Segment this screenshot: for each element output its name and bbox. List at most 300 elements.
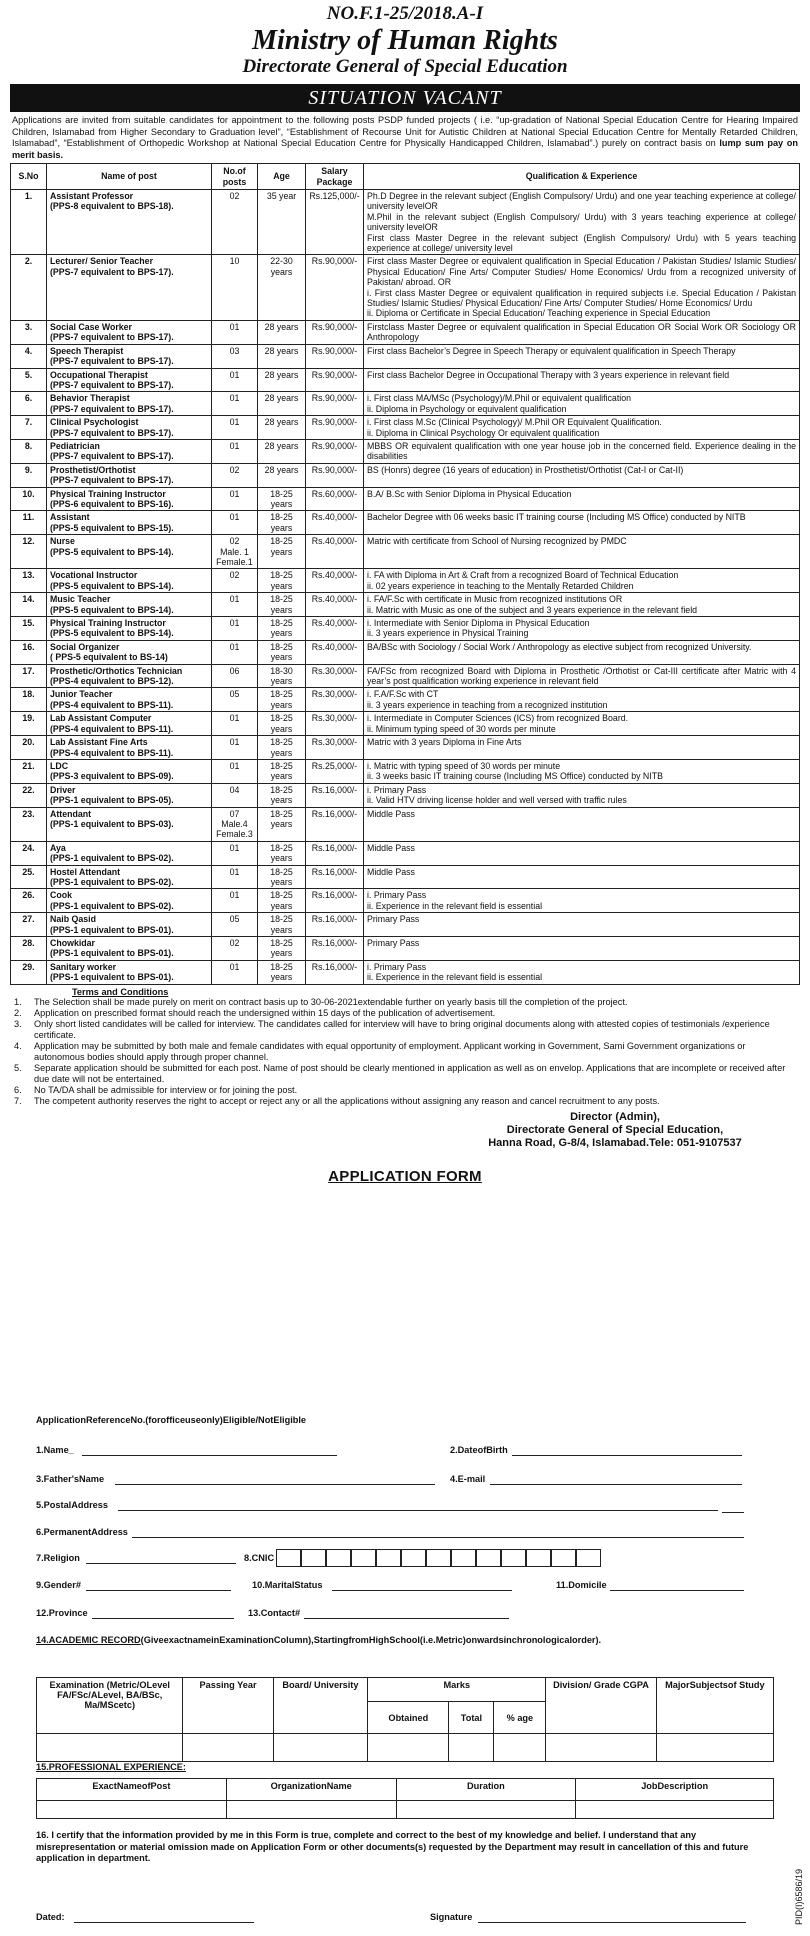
term-item [14, 1008, 796, 1019]
exp-header-org: OrganizationName [226, 1779, 396, 1801]
qualification: i. First class M.Sc (Clinical Psychology)/ M.Phil OR Equivalent Qualification. ii. Diploma in Clinical Psychology Or equivalent qualification [364, 416, 800, 440]
table-row [11, 569, 800, 593]
table-row [11, 511, 800, 535]
header-salary: Salary Package [306, 164, 364, 190]
post-name [47, 807, 212, 841]
post-title: Physical Training Instructor [50, 618, 166, 629]
cnic-digit-box[interactable] [326, 1549, 351, 1567]
row-number: 23. [11, 807, 47, 841]
dob-label: 2.DateofBirth [450, 1445, 508, 1455]
table-row [11, 807, 800, 841]
salary-package: Rs.90,000/- [306, 368, 364, 392]
post-count: 01 [212, 759, 258, 783]
father-name-field[interactable] [115, 1484, 435, 1485]
table-row [11, 190, 800, 255]
exp-header-duration: Duration [396, 1779, 576, 1801]
row-number: 17. [11, 664, 47, 688]
post-name [47, 664, 212, 688]
post-count: 04 [212, 783, 258, 807]
academic-entry-cell[interactable] [37, 1734, 183, 1762]
post-title: Music Teacher [50, 594, 111, 605]
postal-address-field[interactable] [118, 1510, 718, 1511]
row-number: 7. [11, 416, 47, 440]
cnic-digit-box[interactable] [276, 1549, 301, 1567]
qualification: i. FA with Diploma in Art & Craft from a recognized Board of Technical Education ii. 02 years experience in teaching to the Mentally Retarded Children [364, 569, 800, 593]
father-name-label: 3.Father'sName [36, 1474, 105, 1484]
post-name [47, 487, 212, 511]
qualification: MBBS OR equivalent qualification with one year house job in the concerned field. Experience dealing in the disabilities [364, 439, 800, 463]
marital-status-label: 10.MaritalStatus [252, 1580, 323, 1590]
post-grade: (PPS-5 equivalent to BPS-14). [50, 580, 174, 591]
table-row [11, 368, 800, 392]
salary-package: Rs.125,000/- [306, 190, 364, 255]
term-item [14, 1019, 796, 1041]
post-count: 05 [212, 688, 258, 712]
salary-package: Rs.30,000/- [306, 712, 364, 736]
qualification: i. Primary Pass ii. Experience in the relevant field is essential [364, 960, 800, 984]
publication-code: PID(I)6586/19 [794, 1868, 804, 1925]
post-title: Lab Assistant Computer [50, 713, 152, 724]
qualification: i. Primary Pass ii. Valid HTV driving license holder and well versed with traffic rules [364, 783, 800, 807]
post-count: 01 [212, 960, 258, 984]
religion-field[interactable] [86, 1563, 236, 1564]
academic-entry-cell[interactable] [546, 1734, 656, 1762]
post-grade: (PPS-7 equivalent to BPS-17). [50, 427, 174, 438]
post-name [47, 511, 212, 535]
post-count: 01 [212, 320, 258, 344]
post-count: 02 [212, 463, 258, 487]
gender-field[interactable] [86, 1590, 231, 1591]
professional-experience-table [36, 1778, 774, 1819]
table-row [11, 664, 800, 688]
post-name [47, 640, 212, 664]
post-grade: (PPS-7 equivalent to BPS-17). [50, 475, 174, 486]
post-count: 01 [212, 865, 258, 889]
qualification: i. FA/F.Sc with certificate in Music from recognized institutions OR ii. Matric with Music as one of the subject and 3 years experience in the relevant field [364, 593, 800, 617]
age-limit: 18-25 years [258, 688, 306, 712]
post-grade: (PPS-4 equivalent to BPS-11). [50, 699, 174, 710]
table-row [11, 535, 800, 569]
post-grade: (PPS-7 equivalent to BPS-17). [50, 356, 174, 367]
salary-package: Rs.16,000/- [306, 841, 364, 865]
salary-package: Rs.90,000/- [306, 416, 364, 440]
qualification: Primary Pass [364, 913, 800, 937]
post-name [47, 593, 212, 617]
term-item [14, 1041, 796, 1063]
post-grade: (PPS-1 equivalent to BPS-01). [50, 972, 174, 983]
age-limit: 28 years [258, 344, 306, 368]
post-title: Prosthetic/Orthotics Technician [50, 665, 183, 676]
marks-header: Marks [368, 1678, 546, 1702]
permanent-address-label: 6.PermanentAddress [36, 1527, 128, 1537]
table-row [11, 841, 800, 865]
post-grade: (PPS-1 equivalent to BPS-02). [50, 900, 174, 911]
post-title: Naib Qasid [50, 914, 96, 925]
post-name [47, 255, 212, 320]
post-title: Occupational Therapist [50, 369, 148, 380]
cnic-digit-box[interactable] [476, 1549, 501, 1567]
certification-text: 16. I certify that the information provided by me in this Form is true, complete and correct to the best of my knowledge and belief. I understand that any misrepresentation or material omission made on Application Form or other documents(s) requested by the Department may result in cancellation of this and future application in department. [36, 1830, 749, 1863]
post-name [47, 463, 212, 487]
age-limit: 28 years [258, 392, 306, 416]
table-row [11, 865, 800, 889]
email-field[interactable] [490, 1484, 742, 1485]
salary-package: Rs.40,000/- [306, 511, 364, 535]
term-number: 3. [14, 1018, 22, 1029]
table-row [11, 463, 800, 487]
post-title: Speech Therapist [50, 345, 124, 356]
experience-entry-cell[interactable] [576, 1801, 774, 1819]
marital-status-field[interactable] [332, 1590, 512, 1591]
qualification: Middle Pass [364, 865, 800, 889]
post-name [47, 439, 212, 463]
post-name [47, 960, 212, 984]
term-item [14, 997, 796, 1008]
table-row [11, 439, 800, 463]
salary-package: Rs.16,000/- [306, 889, 364, 913]
salary-package: Rs.40,000/- [306, 617, 364, 641]
table-row [11, 255, 800, 320]
age-limit: 18-25 years [258, 889, 306, 913]
cnic-digit-box[interactable] [501, 1549, 526, 1567]
term-number: 2. [14, 1007, 22, 1018]
age-limit: 18-25 years [258, 960, 306, 984]
experience-entry-cell[interactable] [37, 1801, 227, 1819]
post-name [47, 913, 212, 937]
name-label: 1.Name_ [36, 1445, 74, 1455]
age-limit: 18-25 years [258, 759, 306, 783]
term-text: The Selection shall be made purely on merit on contract basis up to 30-06-2021extendable further on yearly basis till the completion of the project. [34, 996, 628, 1007]
post-title: Nurse [50, 536, 75, 547]
post-grade: (PPS-7 equivalent to BPS-17). [50, 379, 174, 390]
table-row [11, 783, 800, 807]
row-number: 14. [11, 593, 47, 617]
cnic-digit-box[interactable] [426, 1549, 451, 1567]
post-title: Junior Teacher [50, 689, 113, 700]
post-name [47, 937, 212, 961]
contact-label: 13.Contact# [248, 1608, 301, 1618]
dated-label: Dated: [36, 1912, 65, 1922]
age-limit: 28 years [258, 416, 306, 440]
age-limit: 22-30 years [258, 255, 306, 320]
row-number: 25. [11, 865, 47, 889]
header-posts: No.of posts [212, 164, 258, 190]
name-field[interactable] [82, 1455, 337, 1456]
row-number: 8. [11, 439, 47, 463]
post-count: 01 [212, 617, 258, 641]
salary-package: Rs.90,000/- [306, 439, 364, 463]
signature-field[interactable] [478, 1922, 746, 1923]
post-title: Cook [50, 890, 72, 901]
salary-package: Rs.30,000/- [306, 664, 364, 688]
academic-record-label: 14.ACADEMIC RECORD(GiveexactnameinExaminationColumn),StartingfromHighSchool(i.e.Metric)onwardsinchronologicalorder). [36, 1635, 602, 1645]
cnic-digit-box[interactable] [401, 1549, 426, 1567]
post-title: Social Case Worker [50, 321, 132, 332]
table-row [11, 320, 800, 344]
reference-line: ApplicationReferenceNo.(forofficeuseonly)Eligible/NotEligible [36, 1415, 307, 1425]
post-grade: (PPS-5 equivalent to BPS-15). [50, 522, 174, 533]
term-number: 6. [14, 1084, 22, 1095]
header-post-name: Name of post [47, 164, 212, 190]
row-number: 12. [11, 535, 47, 569]
row-number: 5. [11, 368, 47, 392]
post-title: Assistant Professor [50, 191, 134, 201]
post-grade: (PPS-1 equivalent to BPS-05). [50, 795, 174, 806]
post-name [47, 841, 212, 865]
post-grade: (PPS-7 equivalent to BPS-17). [50, 403, 174, 414]
application-form-title: APPLICATION FORM [328, 1167, 482, 1185]
age-limit: 18-25 years [258, 913, 306, 937]
exam-header: Examination (Metric/OLevel FA/FSc/ALevel, BA/BSc, Ma/MScetc) [37, 1678, 183, 1734]
table-row [11, 487, 800, 511]
salary-package: Rs.90,000/- [306, 463, 364, 487]
post-count: 01 [212, 889, 258, 913]
age-limit: 18-25 years [258, 937, 306, 961]
header-age: Age [258, 164, 306, 190]
salary-package: Rs.40,000/- [306, 569, 364, 593]
salary-package: Rs.90,000/- [306, 344, 364, 368]
post-count: 07 Male.4 Female.3 [212, 807, 258, 841]
post-count: 10 [212, 255, 258, 320]
row-number: 11. [11, 511, 47, 535]
post-count: 01 [212, 392, 258, 416]
row-number: 21. [11, 759, 47, 783]
salary-package: Rs.40,000/- [306, 593, 364, 617]
age-limit: 18-25 years [258, 841, 306, 865]
post-title: Assistant [50, 512, 90, 523]
experience-entry-cell[interactable] [226, 1801, 396, 1819]
post-title: Prosthetist/Orthotist [50, 464, 136, 475]
age-limit: 18-25 years [258, 736, 306, 760]
cnic-digit-box[interactable] [526, 1549, 551, 1567]
age-limit: 18-30 years [258, 664, 306, 688]
age-limit: 18-25 years [258, 487, 306, 511]
academic-entry-cell[interactable] [494, 1734, 546, 1762]
qualification: B.A/ B.Sc with Senior Diploma in Physical Education [364, 487, 800, 511]
salary-package: Rs.60,000/- [306, 487, 364, 511]
contact-field[interactable] [304, 1618, 509, 1619]
post-name [47, 889, 212, 913]
post-title: Attendant [50, 808, 92, 819]
post-grade: (PPS-4 equivalent to BPS-12). [50, 676, 174, 687]
post-count: 01 [212, 712, 258, 736]
domicile-field[interactable] [610, 1590, 744, 1591]
row-number: 29. [11, 960, 47, 984]
post-count: 01 [212, 511, 258, 535]
row-number: 19. [11, 712, 47, 736]
post-title: Clinical Psychologist [50, 417, 139, 428]
gender-label: 9.Gender# [36, 1580, 81, 1590]
table-row [11, 640, 800, 664]
academic-entry-cell[interactable] [368, 1734, 449, 1762]
post-name [47, 368, 212, 392]
qualification: First class Bachelor Degree in Occupational Therapy with 3 years experience in relevant field [364, 368, 800, 392]
age-limit: 18-25 years [258, 511, 306, 535]
term-number: 4. [14, 1040, 22, 1051]
age-limit: 28 years [258, 368, 306, 392]
cnic-digit-box[interactable] [451, 1549, 476, 1567]
salary-package: Rs.40,000/- [306, 640, 364, 664]
salary-package: Rs.90,000/- [306, 255, 364, 320]
post-title: LDC [50, 760, 69, 771]
post-grade: (PPS-7 equivalent to BPS-17). [50, 266, 174, 277]
salary-package: Rs.16,000/- [306, 807, 364, 841]
email-label: 4.E-mail [450, 1474, 486, 1484]
table-row [11, 913, 800, 937]
table-row [11, 593, 800, 617]
academic-entry-cell[interactable] [183, 1734, 273, 1762]
post-grade: (PPS-1 equivalent to BPS-02). [50, 853, 174, 864]
post-grade: (PPS-3 equivalent to BPS-09). [50, 771, 174, 782]
age-limit: 18-25 years [258, 617, 306, 641]
qualification: Matric with certificate from School of Nursing recognized by PMDC [364, 535, 800, 569]
academic-record-table [36, 1677, 774, 1762]
row-number: 6. [11, 392, 47, 416]
post-name [47, 190, 212, 255]
percentage-header: % age [494, 1702, 546, 1734]
post-count: 05 [212, 913, 258, 937]
post-title: Social Organizer [50, 641, 120, 652]
header-sno: S.No [11, 164, 47, 190]
signatory-block: Director (Admin), Directorate General of Special Education, Hanna Road, G-8/4, Islamabad.Tele: 051-9107537 [488, 1110, 742, 1149]
post-count: 02 [212, 190, 258, 255]
exp-header-description: JobDescription [576, 1779, 774, 1801]
domicile-label: 11.Domicile [556, 1580, 607, 1590]
post-title: Vocational Instructor [50, 570, 138, 581]
exp-header-post: ExactNameofPost [37, 1779, 227, 1801]
intro-paragraph: Applications are invited from suitable candidates for appointment to the following posts PSDP funded projects ( i.e. “up-gradation of National Special Education Centre for Hearing Impaired Children, Islamabad from Higher Secondary to Graduation level”, “Establishment of Recourse Unit for Autistic Children at National Special Education Centre for Mentally Retarded Children, Islamabad”, “Establishment of Orthopedic Workshop at National Special Education Centre for Physically Handicapped Children, Islamabad”.) purely on contract basis on lump sum pay on merit basis. [12, 115, 798, 160]
salary-package: Rs.30,000/- [306, 688, 364, 712]
qualification: i. Intermediate with Senior Diploma in Physical Education ii. 3 years experience in Physical Training [364, 617, 800, 641]
salary-package: Rs.40,000/- [306, 535, 364, 569]
post-name [47, 783, 212, 807]
salary-package: Rs.25,000/- [306, 759, 364, 783]
post-count: 06 [212, 664, 258, 688]
table-row [11, 617, 800, 641]
post-title: Behavior Therapist [50, 393, 130, 404]
table-row [11, 688, 800, 712]
permanent-address-field[interactable] [132, 1537, 744, 1538]
age-limit: 18-25 years [258, 783, 306, 807]
cnic-digit-box[interactable] [351, 1549, 376, 1567]
cnic-digit-box[interactable] [576, 1549, 601, 1567]
post-name [47, 712, 212, 736]
vacancy-table [10, 163, 800, 985]
age-limit: 35 year [258, 190, 306, 255]
post-name [47, 392, 212, 416]
post-grade: (PPS-6 equivalent to BPS-16). [50, 498, 174, 509]
row-number: 15. [11, 617, 47, 641]
post-name [47, 344, 212, 368]
qualification: BA/BSc with Sociology / Social Work / Anthropology as elective subject from recognized University. [364, 640, 800, 664]
row-number: 13. [11, 569, 47, 593]
dob-field[interactable] [512, 1455, 742, 1456]
post-grade: (PPS-1 equivalent to BPS-01). [50, 948, 174, 959]
post-count: 01 [212, 368, 258, 392]
row-number: 2. [11, 255, 47, 320]
row-number: 18. [11, 688, 47, 712]
signature-label: Signature [430, 1912, 473, 1922]
post-title: Driver [50, 784, 76, 795]
experience-entry-cell[interactable] [396, 1801, 576, 1819]
academic-entry-cell[interactable] [449, 1734, 494, 1762]
academic-entry-cell[interactable] [656, 1734, 773, 1762]
term-text: Application may be submitted by both male and female candidates with equal opportunity of employment. Applicant working in Government, Sami Government organizations or autonomous bodies should apply through proper channel. [34, 1040, 746, 1062]
province-field[interactable] [92, 1618, 234, 1619]
directorate-title: Directorate General of Special Education [242, 56, 568, 77]
post-grade: (PPS-1 equivalent to BPS-02). [50, 876, 174, 887]
religion-label: 7.Religion [36, 1553, 80, 1563]
post-count: 02 [212, 569, 258, 593]
qualification: FA/FSc from recognized Board with Diploma in Prosthetic /Orthotist or Cat-III certificate after Matric with 4 year’s post qualification working experience in relevant field [364, 664, 800, 688]
row-number: 1. [11, 190, 47, 255]
academic-entry-cell[interactable] [273, 1734, 368, 1762]
post-title: Lecturer/ Senior Teacher [50, 256, 153, 267]
post-count: 01 [212, 416, 258, 440]
row-number: 26. [11, 889, 47, 913]
post-title: Pediatrician [50, 440, 100, 451]
qualification: Matric with 3 years Diploma in Fine Arts [364, 736, 800, 760]
major-subjects-header: MajorSubjectsof Study [656, 1678, 773, 1734]
division-header: Division/ Grade CGPA [546, 1678, 656, 1734]
table-row [11, 937, 800, 961]
qualification: BS (Honrs) degree (16 years of education) in Prosthetist/Orthotist (Cat-I or Cat-II) [364, 463, 800, 487]
post-title: Sanitary worker [50, 961, 117, 972]
post-grade: (PPS-4 equivalent to BPS-11). [50, 723, 174, 734]
dated-field[interactable] [74, 1922, 254, 1923]
salary-package: Rs.90,000/- [306, 320, 364, 344]
ministry-title: Ministry of Human Rights [252, 25, 558, 56]
term-number: 7. [14, 1095, 22, 1106]
qualification: i. Primary Pass ii. Experience in the relevant field is essential [364, 889, 800, 913]
post-count: 01 [212, 487, 258, 511]
age-limit: 18-25 years [258, 593, 306, 617]
row-number: 4. [11, 344, 47, 368]
qualification: i. Matric with typing speed of 30 words per minute ii. 3 weeks basic IT training course (Including MS Office) conducted by NITB [364, 759, 800, 783]
province-label: 12.Province [36, 1608, 88, 1618]
row-number: 24. [11, 841, 47, 865]
obtained-header: Obtained [368, 1702, 449, 1734]
table-row [11, 960, 800, 984]
qualification: i. F.A/F.Sc with CT ii. 3 years experience in teaching from a recognized institution [364, 688, 800, 712]
post-name [47, 865, 212, 889]
age-limit: 18-25 years [258, 807, 306, 841]
cnic-digit-box[interactable] [301, 1549, 326, 1567]
post-name [47, 416, 212, 440]
salary-package: Rs.16,000/- [306, 913, 364, 937]
post-grade: (PPS-1 equivalent to BPS-01). [50, 924, 174, 935]
age-limit: 18-25 years [258, 865, 306, 889]
postal-address-label: 5.PostalAddress [36, 1500, 108, 1510]
term-number: 1. [14, 996, 22, 1007]
cnic-digit-box[interactable] [551, 1549, 576, 1567]
post-count: 03 [212, 344, 258, 368]
row-number: 22. [11, 783, 47, 807]
post-count: 01 [212, 841, 258, 865]
qualification: Bachelor Degree with 06 weeks basic IT training course (Including MS Office) conducted by NITB [364, 511, 800, 535]
age-limit: 28 years [258, 439, 306, 463]
passing-year-header: Passing Year [183, 1678, 273, 1734]
row-number: 10. [11, 487, 47, 511]
term-text: Separate application should be submitted for each post. Name of post should be clearly mentioned in application as well as on envelop. Applications that are incomplete or received after due date will not be entertained. [34, 1062, 786, 1084]
table-row [11, 889, 800, 913]
cnic-digit-box[interactable] [376, 1549, 401, 1567]
post-count: 01 [212, 736, 258, 760]
qualification: i. First class MA/MSc (Psychology)/M.Phil or equivalent qualification ii. Diploma in Psychology or equivalent qualification [364, 392, 800, 416]
table-row [11, 759, 800, 783]
age-limit: 18-25 years [258, 535, 306, 569]
board-header: Board/ University [273, 1678, 368, 1734]
